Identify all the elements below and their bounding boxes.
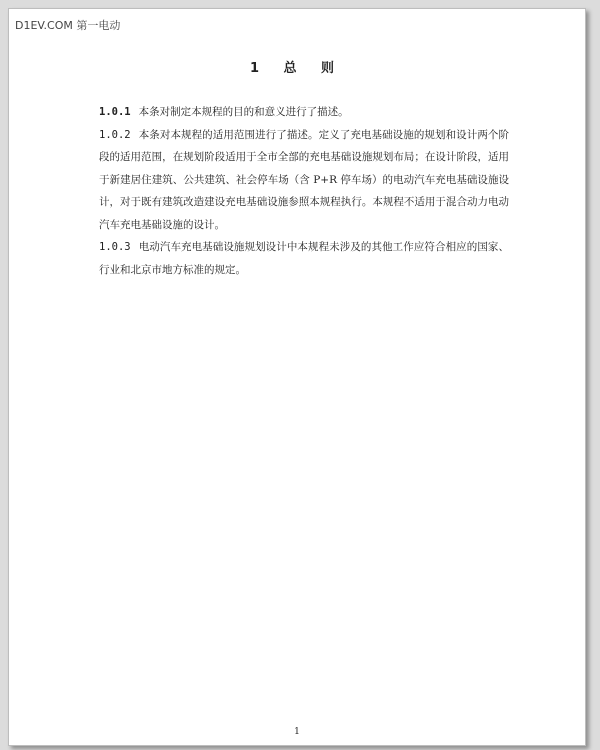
clause-text: 电动汽车充电基础设施规划设计中本规程未涉及的其他工作应符合相应的国家、行业和北京市地方标准的规定。 [99,241,509,276]
clause-text: 本条对本规程的适用范围进行了描述。定义了充电基础设施的规划和设计两个阶段的适用范围，在规划阶段适用于全市全部的充电基础设施规划布局；在设计阶段，适用于新建居住建筑、公共建筑、社会停车场（含 P+R 停车场）的电动汽车充电基础设施设计，对于既有建筑改造建设充电基础设施参照本规程执行。本规程不适用于混合动力电动汽车充电基础设施的设计。 [99,128,509,231]
clause-number: 1.0.2 [99,128,131,141]
clause-1-0-2 [99,124,509,237]
clause-text: 本条对制定本规程的目的和意义进行了描述。 [138,106,349,118]
clause-number: 1.0.3 [99,241,131,253]
chapter-body [99,101,509,281]
page-number: 1 [294,727,300,737]
chapter-title: 1 总 则 [249,61,345,76]
site-watermark: D1EV.COM 第一电动 [15,19,121,32]
clause-1-0-1 [99,101,509,124]
document-page [8,8,586,746]
clause-1-0-3 [99,236,509,281]
clause-number: 1.0.1 [99,106,131,118]
